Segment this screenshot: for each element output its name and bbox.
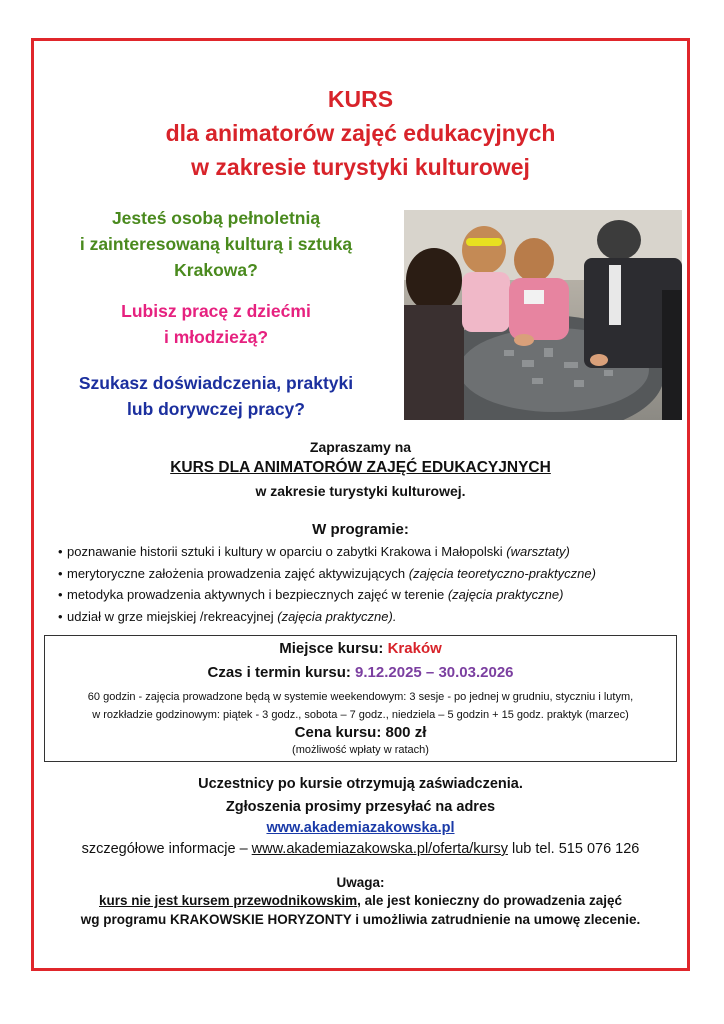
note-line-1: kurs nie jest kursem przewodnikowskim, ale jest konieczny do prowadzenia zajęć <box>99 893 622 908</box>
note-line-2: wg programu KRAKOWSKIE HORYZONTY i umożliwia zatrudnienie na umowę zlecenie. <box>80 912 641 927</box>
invite-course-name: KURS DLA ANIMATORÓW ZAJĘĆ EDUKACYJNYCH <box>170 459 551 476</box>
course-place: Miejsce kursu: Kraków <box>279 640 442 657</box>
program-item: • metodyka prowadzenia aktywnych i bezpiecznych zajęć w terenie (zajęcia praktyczne) <box>58 587 564 602</box>
title-line-3: w zakresie turystyki kulturowej <box>191 154 530 180</box>
question-children: Lubisz pracę z dziećmi i młodzieżą? <box>121 301 311 347</box>
program-heading: W programie: <box>312 521 409 538</box>
children-map-photo <box>404 210 682 420</box>
offer-link[interactable]: www.akademiazakowska.pl/oferta/kursy <box>251 841 508 857</box>
website-link[interactable]: www.akademiazakowska.pl <box>266 820 455 836</box>
certificate-note: Uczestnicy po kursie otrzymują zaświadczenia. <box>198 776 523 792</box>
program-item: • merytoryczne założenia prowadzenia zajęć aktywizujących (zajęcia teoretyczno-praktyczne) <box>58 565 596 581</box>
course-schedule: 60 godzin - zajęcia prowadzone będą w systemie weekendowym: 3 sesje - po jednej w grudniu, styczniu i lutym, w rozkładzie godzinowym: piątek - 3 godz., sobota – 7 godz., niedziela – 5 godzin + 15 godz. praktyk (marzec) <box>87 691 634 721</box>
program-list <box>58 541 678 627</box>
invite-line-3: w zakresie turystyki kulturowej. <box>255 483 466 499</box>
program-item: • poznawanie historii sztuki i kultury w oparciu o zabytki Krakowa i Małopolski (warsztaty) <box>58 544 570 559</box>
course-details-box <box>44 635 677 762</box>
invite-line-1: Zapraszamy na <box>309 439 412 455</box>
course-price: Cena kursu: 800 zł <box>294 724 427 741</box>
program-item: • udział w grze miejskiej /rekreacyjnej (zajęcia praktyczne). <box>58 608 397 624</box>
title-line-1: KURS <box>327 86 394 112</box>
contact-info: szczegółowe informacje – www.akademiazakowska.pl/oferta/kursy lub tel. 515 076 126 <box>81 841 640 857</box>
question-adult: Jesteś osobą pełnoletnią i zainteresowaną kulturą i sztuką Krakowa? <box>79 208 353 280</box>
question-experience: Szukasz doświadczenia, praktyki lub dorywczej pracy? <box>78 373 354 419</box>
title-line-2: dla animatorów zajęć edukacyjnych <box>165 120 556 146</box>
note-heading: Uwaga: <box>336 875 385 890</box>
course-dates: Czas i termin kursu: 9.12.2025 – 30.03.2026 <box>207 664 514 681</box>
course-installments: (możliwość wpłaty w ratach) <box>292 744 429 756</box>
apply-note: Zgłoszenia prosimy przesyłać na adres <box>225 799 496 815</box>
